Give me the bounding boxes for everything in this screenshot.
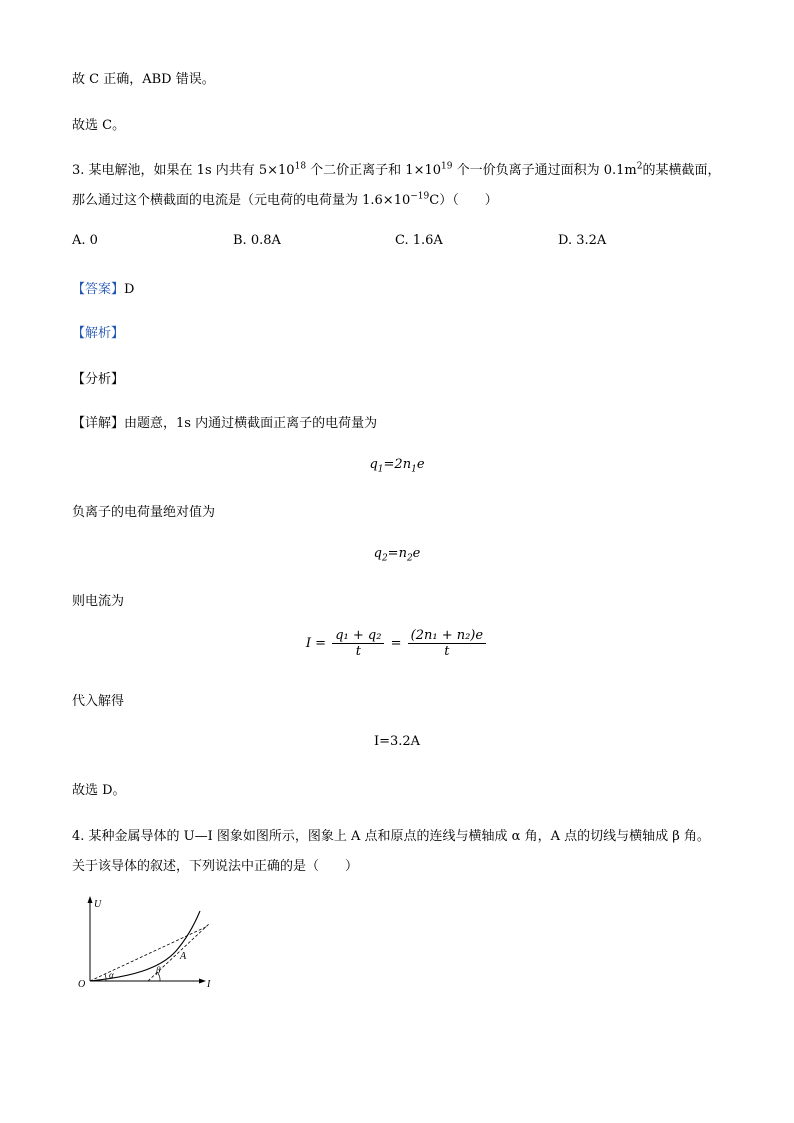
alpha-arc [105, 974, 106, 981]
x-axis-arrow [199, 979, 206, 984]
fraction-1: $\frac{\text{q₁ + q₂}}{t}$ [332, 628, 384, 659]
question-4-line1: 4. 某种金属导体的 U—I 图象如图所示，图象上 A 点和原点的连线与横轴成 α 角，A 点的切线与横轴成 β 角。 [72, 829, 710, 844]
detail-label: 【详解】 [72, 416, 125, 431]
question-3-line2: 那么通过这个横截面的电流是（元电荷的电荷量为 $1.6\times 10^{-19}C$）（ ） [72, 191, 498, 208]
option-d: D. 3.2A [558, 233, 607, 248]
origin-label: O [78, 979, 86, 990]
answer-line [72, 278, 134, 297]
neg-ion-text: 负离子的电荷量绝对值为 [72, 505, 216, 520]
fenxi-label: 【分析】 [72, 372, 125, 387]
text-c-correct: 故 C 正确，ABD 错误。 [72, 72, 215, 87]
question-3-line1: 3. 某电解池，如果在 1s 内共有 $5\times 10^{18}$ 个二价正离子和 $1\times 10^{19}$ 个一价负离子通过面积为 $0.1m^2$的某横截面， [72, 161, 721, 178]
option-a: A. 0 [72, 233, 98, 248]
detail-line [72, 412, 377, 431]
alpha-label: α [109, 970, 114, 980]
answer-value: D [124, 282, 135, 297]
option-b: B. 0.8A [233, 233, 281, 248]
equation-q1: $q_1=2n_1e$ [369, 457, 425, 475]
ui-graph-figure [70, 893, 230, 997]
point-a-label: A [180, 951, 187, 962]
current-text: 则电流为 [72, 594, 125, 609]
y-axis-label: U [94, 899, 102, 910]
x-axis-label: I [207, 979, 211, 990]
y-axis-arrow [88, 896, 93, 903]
text-choose-d: 故选 D。 [72, 783, 126, 798]
beta-label: β [156, 965, 161, 975]
ui-curve [90, 911, 200, 981]
option-c: C. 1.6A [395, 233, 443, 248]
origin-line-dashed [90, 926, 208, 981]
ui-graph-svg [70, 893, 230, 993]
result-equation: I=3.2A [373, 734, 421, 749]
equation-q2: $q_2=n_2e$ [373, 546, 421, 564]
substitute-text: 代入解得 [72, 694, 125, 709]
question-3-options [72, 233, 722, 251]
answer-label: 【答案】 [72, 282, 125, 297]
equation-current: I = $\frac{\text{q₁ + q₂}}{t}$ = $\frac{\text{(2n₁ + n₂)e}}{t}$ [0, 628, 794, 659]
detail-text: 由题意，1s 内通过横截面正离子的电荷量为 [124, 416, 378, 431]
fraction-2: $\frac{\text{(2n₁ + n₂)e}}{t}$ [408, 628, 486, 659]
analysis-label: 【解析】 [72, 326, 125, 341]
question-4-line2: 关于该导体的叙述，下列说法中正确的是（ ） [72, 859, 359, 874]
text-choose-c: 故选 C。 [72, 118, 126, 133]
